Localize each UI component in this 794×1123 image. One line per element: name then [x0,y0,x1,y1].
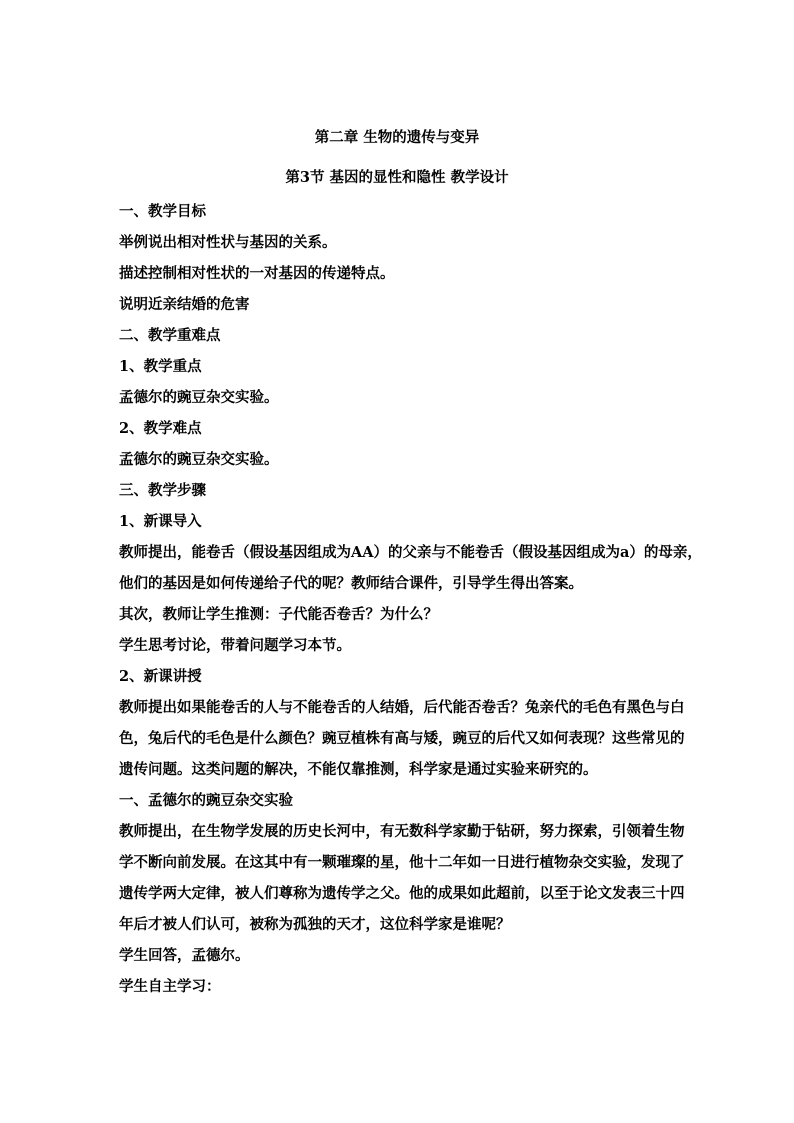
paragraph-line: 年后才被人们认可，被称为孤独的天才，这位科学家是谁呢？ [119,916,511,933]
paragraph-line: 教师提出如果能卷舌的人与不能卷舌的人结婚，后代能否卷舌？兔亲代的毛色有黑色与白 [119,699,685,716]
paragraph-line: 学生回答，孟德尔。 [119,947,250,964]
heading-key-difficult-points: 二、教学重难点 [119,327,221,344]
heading-teaching-steps: 三、教学步骤 [119,482,206,499]
paragraph-line: 遗传学两大定律，被人们尊称为遗传学之父。他的成果如此超前，以至于论文发表三十四 [119,885,685,902]
paragraph-line: 教师提出，在生物学发展的历史长河中，有无数科学家勤于钻研，努力探索，引领着生物 [119,823,685,840]
paragraph-line: 孟德尔的豌豆杂交实验。 [119,451,279,468]
subheading-key-points: 1、教学重点 [119,358,202,375]
paragraph-line: 描述控制相对性状的一对基因的传递特点。 [119,265,395,282]
paragraph-line: 孟德尔的豌豆杂交实验。 [119,389,279,406]
paragraph-line: 他们的基因是如何传递给子代的呢？教师结合课件，引导学生得出答案。 [119,575,583,592]
heading-mendel-experiment: 一、孟德尔的豌豆杂交实验 [119,792,293,809]
heading-teaching-goals: 一、教学目标 [119,203,206,220]
paragraph-line: 说明近亲结婚的危害 [119,296,250,313]
paragraph-line: 举例说出相对性状与基因的关系。 [119,234,337,251]
paragraph-line: 学生自主学习： [119,978,221,995]
section-title: 第3节 基因的显性和隐性 教学设计 [285,169,509,186]
paragraph-line: 遗传问题。这类问题的解决，不能仅靠推测，科学家是通过实验来研究的。 [119,761,598,778]
document-body [119,202,702,1008]
paragraph-line: 其次，教师让学生推测：子代能否卷舌？为什么？ [119,606,438,623]
chapter-title: 第二章 生物的遗传与变异 [314,129,480,146]
paragraph-line: 学不断向前发展。在这其中有一颗璀璨的星，他十二年如一日进行植物杂交实验，发现了 [119,854,685,871]
paragraph-line: 色，兔后代的毛色是什么颜色？豌豆植株有高与矮，豌豆的后代又如何表现？这些常见的 [119,730,685,747]
subheading-difficult-points: 2、教学难点 [119,420,202,437]
paragraph-line: 学生思考讨论，带着问题学习本节。 [119,637,351,654]
subheading-lesson-intro: 1、新课导入 [119,513,202,530]
paragraph-line: 教师提出，能卷舌（假设基因组成为AA）的父亲与不能卷舌（假设基因组成为a）的母亲， [119,544,702,561]
subheading-new-lesson: 2、新课讲授 [119,668,202,685]
